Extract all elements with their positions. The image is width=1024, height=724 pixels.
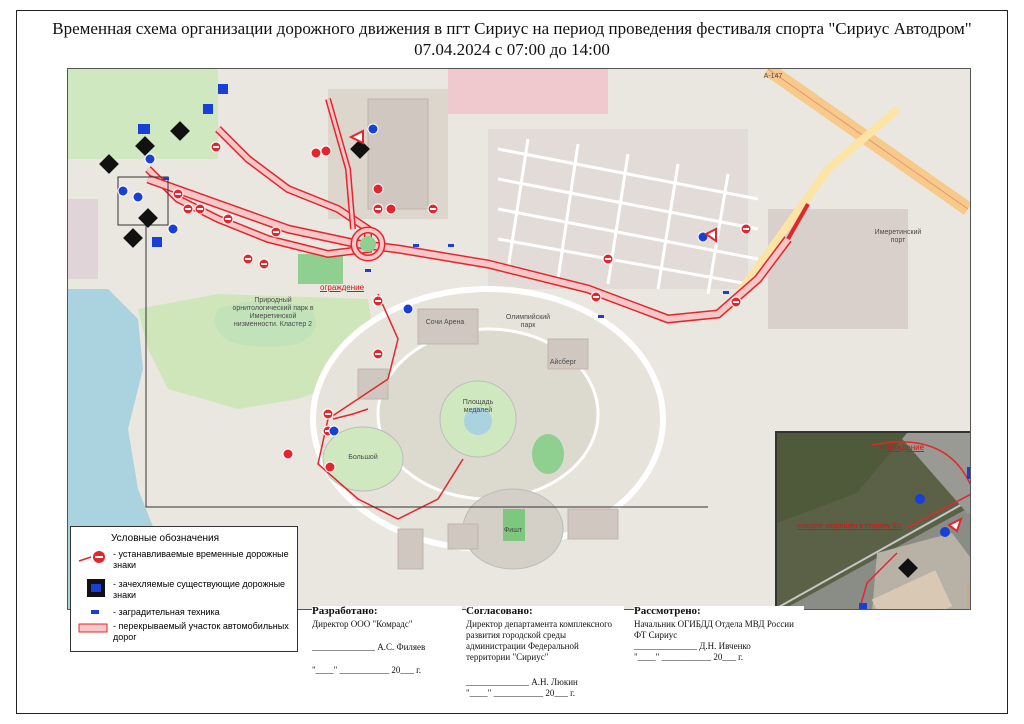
developed-name: А.С. Филяев [377,642,426,652]
covered-sign-icon [77,579,111,597]
barrier-label: ограждение [320,283,365,292]
agreed-date: "____" ___________ 20___ г. [466,688,576,698]
map-legend [70,526,298,652]
legend-item-barrier-vehicles: - заградительная техника [77,607,293,619]
signature-developed: Разработано: Директор ООО "Комрадс" ______________ А.С. Филяев "____" ___________ 20___ г. [312,606,462,676]
agreed-position: Директор департамента комплексного развития городской среды администрации Федеральной территории "Сириус" [466,619,613,662]
legend-item-closed-road: - перекрываемый участок автомобильных дорог [77,621,293,645]
inset-satellite-view [775,431,971,610]
iceberg-label: Айсберг [549,359,577,366]
olympic-park-label: Олимпийский парк [505,314,551,329]
signature-agreed: Согласовано: Директор департамента комплексного развития городской среды администрации Федеральной территории "Сириус" ______________ А.Н. Люкин "____" ___________ 20___ г. [466,606,624,699]
highway-label: А-147 [763,73,783,80]
legend-item-temp-signs: - устанавливаемые временные дорожные знаки [77,549,293,577]
bolshoy-label: Большой [348,454,378,461]
imeretinsky-port-label: Имеретинский порт [874,229,922,244]
inset-base [777,433,971,610]
temp-sign-icon [77,549,111,567]
reviewed-date: "____" ___________ 20___ г. [634,652,744,662]
developed-position: Директор ООО "Комрадс" [312,619,413,629]
developed-heading: Разработано: [312,605,378,617]
legend-item-covered-signs: - зачехляемые существующие дорожные знаки [77,579,293,603]
developed-date: "____" ___________ 20___ г. [312,665,422,675]
title-date-line: 07.04.2024 с 07:00 до 14:00 [414,40,610,59]
agreed-heading: Согласовано: [466,605,533,617]
park-label: Природный орнитологический парк в Имеретинской низменности. Кластер 2 [232,297,314,328]
closed-road-icon [77,621,111,639]
title-line-1: Временная схема организации дорожного движения в пгт Сириус на период проведения фестиваля спорта "Сириус Автодром" [52,19,972,38]
scheme-title [16,18,1008,60]
legend-title: Условные обозначения [111,533,220,544]
arena-label: Сочи Арена [425,319,465,326]
agreed-name: А.Н. Люкин [531,677,578,687]
inset-barrier-label: ограждение [880,443,925,452]
inset-note-label: поворот запрещён в сторону б/с [797,523,902,530]
signature-reviewed: Рассмотрено: Начальник ОГИБДД Отдела МВД России ФТ Сириус ______________ Д.Н. Ивченко "____" ___________ 20___ г. [634,606,804,663]
reviewed-position: Начальник ОГИБДД Отдела МВД России ФТ Сириус [634,619,794,640]
medal-plaza-label: Площадь медалей [462,399,494,414]
reviewed-name: Д.Н. Ивченко [699,641,751,651]
fisht-label: Фишт [503,527,523,534]
reviewed-heading: Рассмотрено: [634,605,701,617]
